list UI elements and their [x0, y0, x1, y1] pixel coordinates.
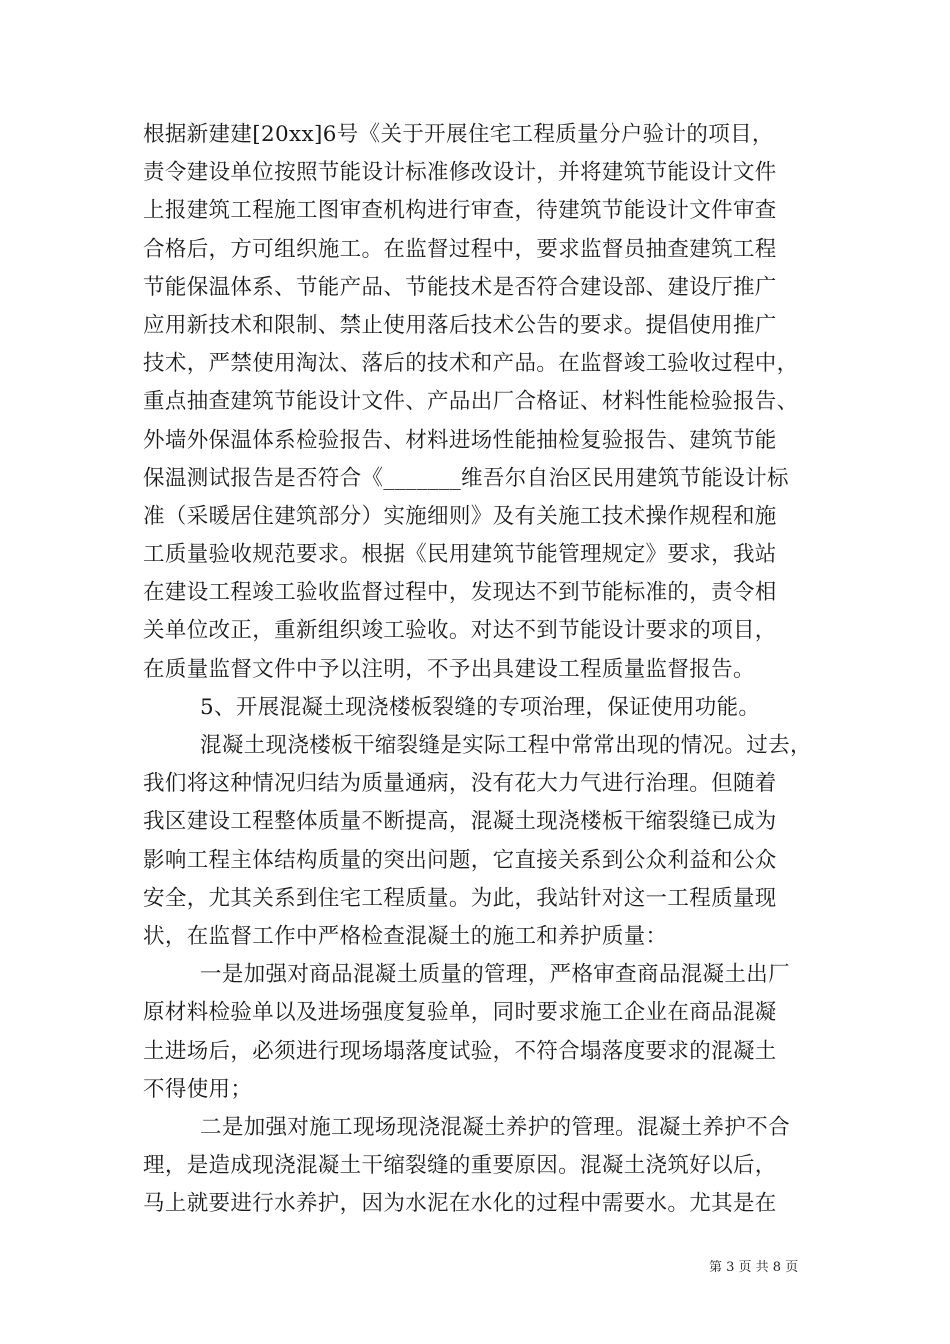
- text-line: 应用新技术和限制、禁止使用落后技术公告的要求。提倡使用推广: [143, 312, 777, 338]
- text-line: 我区建设工程整体质量不断提高，混凝土现浇楼板干缩裂缝已成为: [143, 809, 777, 835]
- text-line: 技术，严禁使用淘汰、落后的技术和产品。在监督竣工验收过程中，: [143, 351, 799, 377]
- text-line: 节能保温体系、节能产品、节能技术是否符合建设部、建设厅推广: [143, 274, 777, 300]
- document-body: [143, 116, 833, 1223]
- text-line: 关单位改正，重新组织竣工验收。对达不到节能设计要求的项目，: [143, 618, 777, 644]
- text-line: 保温测试报告是否符合《_______维吾尔自治区民用建筑节能设计标: [143, 465, 789, 491]
- text-line: 根据新建建[20xx]6号《关于开展住宅工程质量分户验计的项目，: [143, 122, 774, 147]
- text-line: 外墙外保温体系检验报告、材料进场性能抽检复验报告、建筑节能: [143, 427, 777, 453]
- text-line: 原材料检验单以及进场强度复验单，同时要求施工企业在商品混凝: [143, 1000, 777, 1026]
- text-line: 工质量验收规范要求。根据《民用建筑节能管理规定》要求，我站: [143, 542, 777, 568]
- text-line: 影响工程主体结构质量的突出问题，它直接关系到公众利益和公众: [143, 847, 777, 873]
- text-line: 状，在监督工作中严格检查混凝土的施工和养护质量：: [143, 923, 668, 949]
- page-number: 第 3 页 共 8 页: [709, 1260, 799, 1275]
- text-line: 重点抽查建筑节能设计文件、产品出厂合格证、材料性能检验报告、: [143, 389, 799, 415]
- text-line: 我们将这种情况归结为质量通病，没有花大力气进行治理。但随着: [143, 771, 777, 797]
- text-line: 马上就要进行水养护，因为水泥在水化的过程中需要水。尤其是在: [143, 1191, 777, 1217]
- text-line: 合格后，方可组织施工。在监督过程中，要求监督员抽查建筑工程: [143, 236, 777, 262]
- text-line: 理，是造成现浇混凝土干缩裂缝的重要原因。混凝土浇筑好以后，: [143, 1153, 777, 1179]
- text-line: 安全，尤其关系到住宅工程质量。为此，我站针对这一工程质量现: [143, 885, 777, 911]
- text-line: 土进场后，必须进行现场塌落度试验，不符合塌落度要求的混凝土: [143, 1038, 777, 1064]
- text-line: 在建设工程竣工验收监督过程中，发现达不到节能标准的，责令相: [143, 580, 777, 606]
- text-line: 在质量监督文件中予以注明，不予出具建设工程质量监督报告。: [143, 656, 755, 682]
- text-line: 准（采暖居住建筑部分）实施细则》及有关施工技术操作规程和施: [143, 503, 777, 529]
- text-line: 二是加强对施工现场现浇混凝土养护的管理。混凝土养护不合: [200, 1114, 790, 1140]
- text-line: 责令建设单位按照节能设计标准修改设计，并将建筑节能设计文件: [143, 160, 777, 186]
- text-line: 上报建筑工程施工图审查机构进行审查，待建筑节能设计文件审查: [143, 198, 777, 224]
- text-line: 一是加强对商品混凝土质量的管理，严格审查商品混凝土出厂: [200, 962, 790, 988]
- text-line: 混凝土现浇楼板干缩裂缝是实际工程中常常出现的情况。过去，: [200, 733, 812, 758]
- text-line: 不得使用；: [143, 1076, 253, 1102]
- text-line: 5、开展混凝土现浇楼板裂缝的专项治理，保证使用功能。: [200, 694, 761, 720]
